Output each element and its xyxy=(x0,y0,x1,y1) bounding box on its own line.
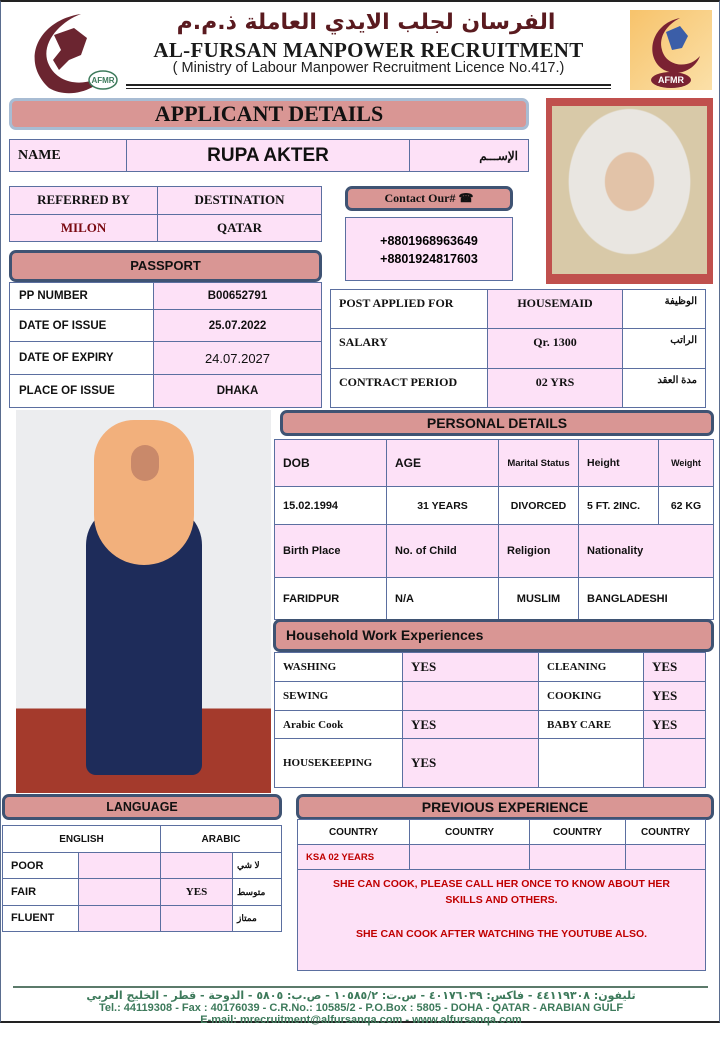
passport-table xyxy=(9,282,322,408)
previous-experience-header: PREVIOUS EXPERIENCE xyxy=(296,794,714,820)
footer-contact: Tel.: 44119308 - Fax : 40176039 - C.R.No.: 10585/2 - P.O.Box : 5805 - DOHA - QATAR - ARABIAN GULF xyxy=(98,1002,624,1014)
country-header-4: COUNTRY xyxy=(626,820,706,845)
destination-value: QATAR xyxy=(158,214,322,242)
height-value: 5 FT. 2INC. xyxy=(579,487,659,525)
referred-by-label: REFERRED BY xyxy=(10,187,158,215)
referral-table xyxy=(9,186,322,242)
footer-email-website[interactable]: E-mail: mrecruitment@alfursanqa.com - www.alfursanqa.com xyxy=(200,1014,522,1026)
country-value-4 xyxy=(626,845,706,870)
level-fluent-label-arabic: ممتاز xyxy=(233,905,282,931)
phone-number-1[interactable]: +8801968963649 xyxy=(380,234,478,248)
dob-value: 15.02.1994 xyxy=(275,487,387,525)
skill-arabic-cook-value: YES xyxy=(403,711,539,739)
skill-sewing-value xyxy=(403,682,539,711)
date-of-issue-label: DATE OF ISSUE xyxy=(10,310,154,342)
header-divider-thin xyxy=(126,88,611,89)
applicant-name: RUPA AKTER xyxy=(127,140,410,172)
age-value: 31 YEARS xyxy=(387,487,499,525)
weight-value: 62 KG xyxy=(659,487,714,525)
birth-place-label: Birth Place xyxy=(275,525,387,578)
arabic-poor-value xyxy=(161,853,233,879)
date-of-issue-value: 25.07.2022 xyxy=(154,310,322,342)
skill-sewing-label: SEWING xyxy=(275,682,403,711)
skill-arabic-cook-label: Arabic Cook xyxy=(275,711,403,739)
contact-header: Contact Our# ☎ xyxy=(345,186,513,211)
household-table xyxy=(274,652,706,788)
english-poor-value xyxy=(79,853,161,879)
household-header: Household Work Experiences xyxy=(273,619,714,652)
salary-label: SALARY xyxy=(331,329,488,368)
skill-cleaning-label: CLEANING xyxy=(539,653,644,682)
applicant-portrait-photo xyxy=(546,98,713,284)
experience-note-1: SHE CAN COOK, PLEASE CALL HER ONCE TO KNOW ABOUT HER SKILLS AND OTHERS. xyxy=(333,878,670,906)
country-value-3 xyxy=(530,845,626,870)
skill-cooking-value: YES xyxy=(644,682,706,711)
svg-text:AFMR: AFMR xyxy=(91,76,115,85)
personal-details-header: PERSONAL DETAILS xyxy=(280,410,714,436)
skill-cooking-label: COOKING xyxy=(539,682,644,711)
level-poor-label: POOR xyxy=(3,853,79,879)
place-of-issue-label: PLACE OF ISSUE xyxy=(10,374,154,407)
job-table xyxy=(330,289,706,408)
level-fair-label: FAIR xyxy=(3,879,79,905)
dob-label: DOB xyxy=(275,440,387,487)
pp-number-value: B00652791 xyxy=(154,283,322,310)
skill-baby-care-value: YES xyxy=(644,711,706,739)
applicant-full-body-photo xyxy=(16,410,271,793)
post-applied-value: HOUSEMAID xyxy=(488,290,623,329)
post-applied-label: POST APPLIED FOR xyxy=(331,290,488,329)
marital-status-value: DIVORCED xyxy=(499,487,579,525)
skill-empty-value xyxy=(644,739,706,788)
svg-text:AFMR: AFMR xyxy=(658,75,684,85)
date-of-expiry-value: 24.07.2027 xyxy=(154,342,322,374)
country-header-2: COUNTRY xyxy=(410,820,530,845)
age-label: AGE xyxy=(387,440,499,487)
nationality-value: BANGLADESHI xyxy=(579,578,714,620)
skill-washing-value: YES xyxy=(403,653,539,682)
personal-details-table xyxy=(274,439,714,620)
post-applied-label-arabic: الوظيفة xyxy=(623,290,706,329)
religion-value: MUSLIM xyxy=(499,578,579,620)
referred-by-value: MILON xyxy=(10,214,158,242)
header-divider xyxy=(126,84,611,86)
place-of-issue-value: DHAKA xyxy=(154,374,322,407)
nationality-label: Nationality xyxy=(579,525,714,578)
birth-place-value: FARIDPUR xyxy=(275,578,387,620)
skill-empty-label xyxy=(539,739,644,788)
name-label-arabic: الإســـم xyxy=(410,140,529,172)
skill-cleaning-value: YES xyxy=(644,653,706,682)
arabic-fair-value: YES xyxy=(161,879,233,905)
country-value-2 xyxy=(410,845,530,870)
company-logo-right xyxy=(630,10,712,90)
experience-notes xyxy=(298,870,706,971)
pp-number-label: PP NUMBER xyxy=(10,283,154,310)
footer-divider xyxy=(13,986,708,988)
english-fair-value xyxy=(79,879,161,905)
name-table xyxy=(9,139,529,172)
level-fluent-label: FLUENT xyxy=(3,905,79,931)
date-of-expiry-label: DATE OF EXPIRY xyxy=(10,342,154,374)
language-table xyxy=(2,825,282,932)
destination-label: DESTINATION xyxy=(158,187,322,215)
name-label: NAME xyxy=(10,140,127,172)
footer-contact-arabic: تليفون: ٤٤١١٩٣٠٨ - فاكس: ٤٠١٧٦٠٣٩ - س.ت: ١٠٥٨٥/٢ - ص.ب: ٥٨٠٥ - الدوحة - قطر - الخليج العربي xyxy=(86,989,636,1002)
skill-housekeeping-label: HOUSEKEEPING xyxy=(275,739,403,788)
arabic-column-header: ARABIC xyxy=(161,826,282,853)
previous-experience-table xyxy=(297,819,706,971)
no-of-child-value: N/A xyxy=(387,578,499,620)
contact-numbers xyxy=(345,217,513,281)
language-header: LANGUAGE xyxy=(2,794,282,820)
arabic-fluent-value xyxy=(161,905,233,931)
salary-value: Qr. 1300 xyxy=(488,329,623,368)
skill-housekeeping-value: YES xyxy=(403,739,539,788)
marital-status-label: Marital Status xyxy=(499,440,579,487)
contract-period-value: 02 YRS xyxy=(488,368,623,407)
level-poor-label-arabic: لا شي xyxy=(233,853,282,879)
company-name-arabic: الفرسان لجلب الايدي العاملة ذ.م.م xyxy=(176,10,556,35)
salary-label-arabic: الراتب xyxy=(623,329,706,368)
country-header-1: COUNTRY xyxy=(298,820,410,845)
applicant-details-header: APPLICANT DETAILS xyxy=(9,98,529,130)
no-of-child-label: No. of Child xyxy=(387,525,499,578)
level-fair-label-arabic: متوسط xyxy=(233,879,282,905)
company-name: AL-FURSAN MANPOWER RECRUITMENT xyxy=(153,38,584,62)
height-label: Height xyxy=(579,440,659,487)
company-logo-left xyxy=(19,10,119,94)
licence-text: ( Ministry of Labour Manpower Recruitment Licence No.417.) xyxy=(172,60,565,76)
weight-label: Weight xyxy=(659,440,714,487)
phone-number-2[interactable]: +8801924817603 xyxy=(380,252,478,266)
country-value-1: KSA 02 YEARS xyxy=(298,845,410,870)
english-fluent-value xyxy=(79,905,161,931)
skill-baby-care-label: BABY CARE xyxy=(539,711,644,739)
contract-period-label: CONTRACT PERIOD xyxy=(331,368,488,407)
religion-label: Religion xyxy=(499,525,579,578)
country-header-3: COUNTRY xyxy=(530,820,626,845)
contract-period-label-arabic: مدة العقد xyxy=(623,368,706,407)
experience-note-2: SHE CAN COOK AFTER WATCHING THE YOUTUBE ALSO. xyxy=(355,928,648,940)
english-column-header: ENGLISH xyxy=(3,826,161,853)
skill-washing-label: WASHING xyxy=(275,653,403,682)
passport-header: PASSPORT xyxy=(9,250,322,282)
